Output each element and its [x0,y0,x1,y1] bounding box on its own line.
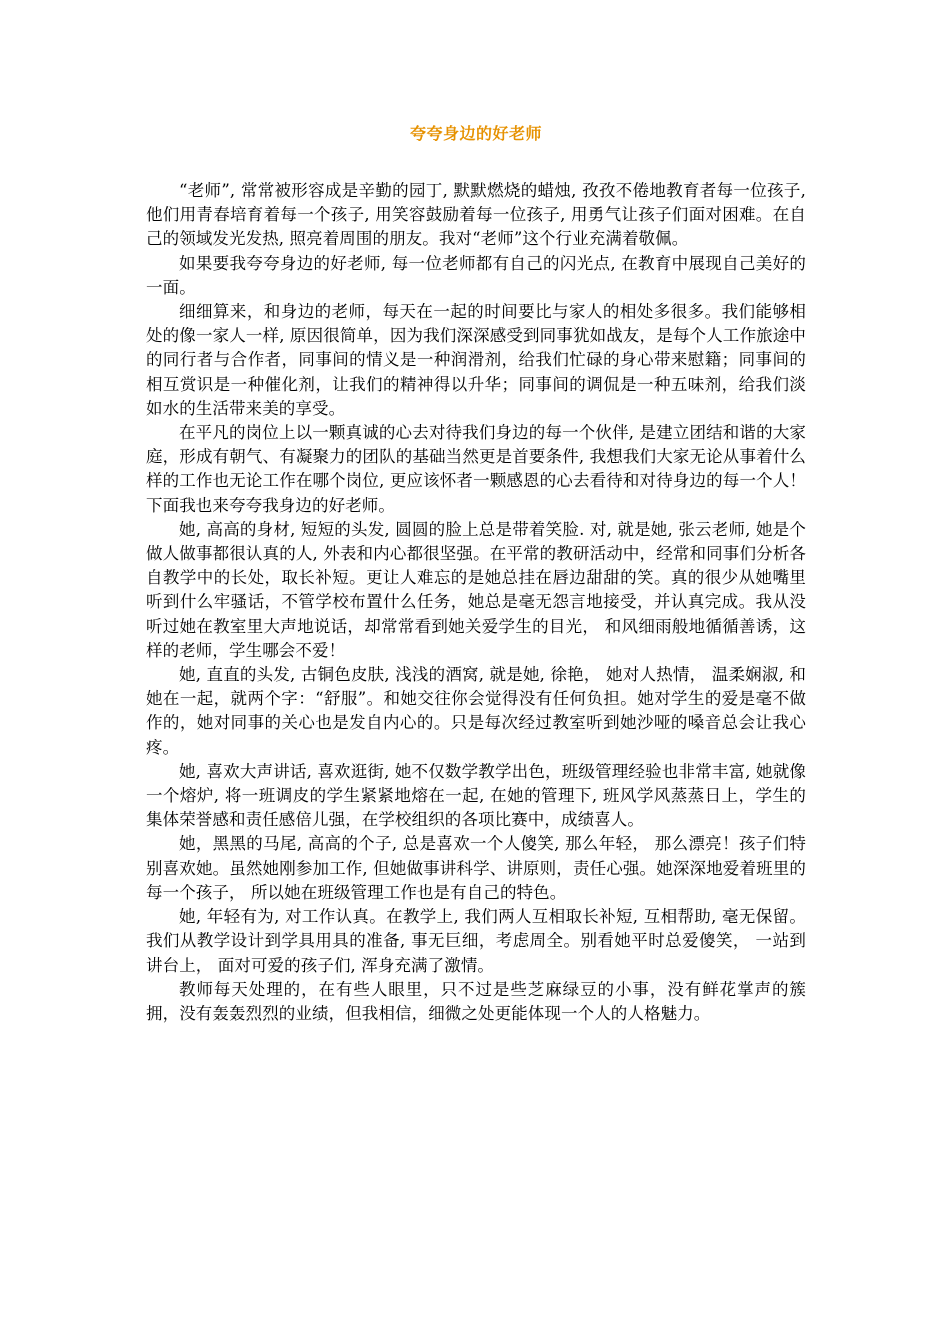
paragraph-3: 细细算来，和身边的老师，每天在一起的时间要比与家人的相处多很多。我们能够相处的像一家人一样, 原因很简单，因为我们深深感受到同事犹如战友，是每个人工作旅途中的同行者与合作者，同事间的情义是一种润滑剂，给我们忙碌的身心带来慰籍；同事间的相互赏识是一种催化剂，让我们的精神得以升华；同事间的调侃是一种五味剂，给我们淡如水的生活带来美的享受。 [146,302,806,418]
paragraph-5: 她, 高高的身材, 短短的头发, 圆圆的脸上总是带着笑脸. 对, 就是她, 张云老师, 她是个做人做事都很认真的人, 外表和内心都很坚强。在平常的教研活动中，经常和同事们分析各自教学中的长处，取长补短。更让人难忘的是她总挂在唇边甜甜的笑。真的很少从她嘴里听到什么牢骚话，不管学校布置什么任务，她总是毫无怨言地接受，并认真完成。我从没听过她在教室里大声地说话，却常常看到她关爱学生的目光， 和风细雨般地循循善诱，这样的老师，学生哪会不爱！ [146,519,806,660]
paragraph-7: 她, 喜欢大声讲话, 喜欢逛街, 她不仅数学教学出色，班级管理经验也非常丰富, 她就像一个熔炉, 将一班调皮的学生紧紧地熔在一起, 在她的管理下, 班风学风蒸蒸日上，学生的集体荣誉感和责任感倍儿强，在学校组织的各项比赛中，成绩喜人。 [146,761,806,830]
document-page [146,122,806,1026]
document-title: 夸夸身边的好老师 [409,124,542,143]
paragraph-8: 她，黑黑的马尾, 高高的个子, 总是喜欢一个人傻笑, 那么年轻， 那么漂亮！孩子们特别喜欢她。虽然她刚参加工作, 但她做事讲科学、讲原则，责任心强。她深深地爱着班里的每一个孩子， 所以她在班级管理工作也是有自己的特色。 [146,834,806,902]
paragraph-2: 如果要我夸夸身边的好老师, 每一位老师都有自己的闪光点, 在教育中展现自己美好的一面。 [146,253,806,297]
paragraph-9: 她, 年轻有为, 对工作认真。在教学上, 我们两人互相取长补短, 互相帮助, 毫无保留。我们从教学设计到学具用具的准备, 事无巨细，考虑周全。别看她平时总爱傻笑， 一站到讲台上， 面对可爱的孩子们, 浑身充满了激情。 [146,907,806,975]
paragraph-6: 她, 直直的头发, 古铜色皮肤, 浅浅的酒窝, 就是她, 徐艳， 她对人热情， 温柔娴淑, 和她在一起，就两个字：“舒服”。和她交往你会觉得没有任何负担。她对学生的爱是毫不做作的，她对同事的关心也是发自内心的。只是每次经过教室听到她沙哑的嗓音总会让我心疼。 [146,665,806,757]
paragraph-4: 在平凡的岗位上以一颗真诚的心去对待我们身边的每一个伙伴, 是建立团结和谐的大家庭，形成有朝气、有凝聚力的团队的基础当然更是首要条件, 我想我们大家无论从事着什么样的工作也无论工作在哪个岗位, 更应该怀者一颗感恩的心去看待和对待身边的每一个人！下面我也来夸夸我身边的好老师。 [146,423,806,515]
paragraph-10: 教师每天处理的，在有些人眼里，只不过是些芝麻绿豆的小事，没有鲜花掌声的簇拥，没有轰轰烈烈的业绩，但我相信，细微之处更能体现一个人的人格魅力。 [146,979,806,1023]
paragraph-1: “老师”, 常常被形容成是辛勤的园丁, 默默燃烧的蜡烛, 孜孜不倦地教育者每一位孩子, 他们用青春培育着每一个孩子, 用笑容鼓励着每一位孩子, 用勇气让孩子们面对困难。在自己的领域发光发热, 照亮着周围的朋友。我对“老师”这个行业充满着敬佩。 [146,181,806,249]
